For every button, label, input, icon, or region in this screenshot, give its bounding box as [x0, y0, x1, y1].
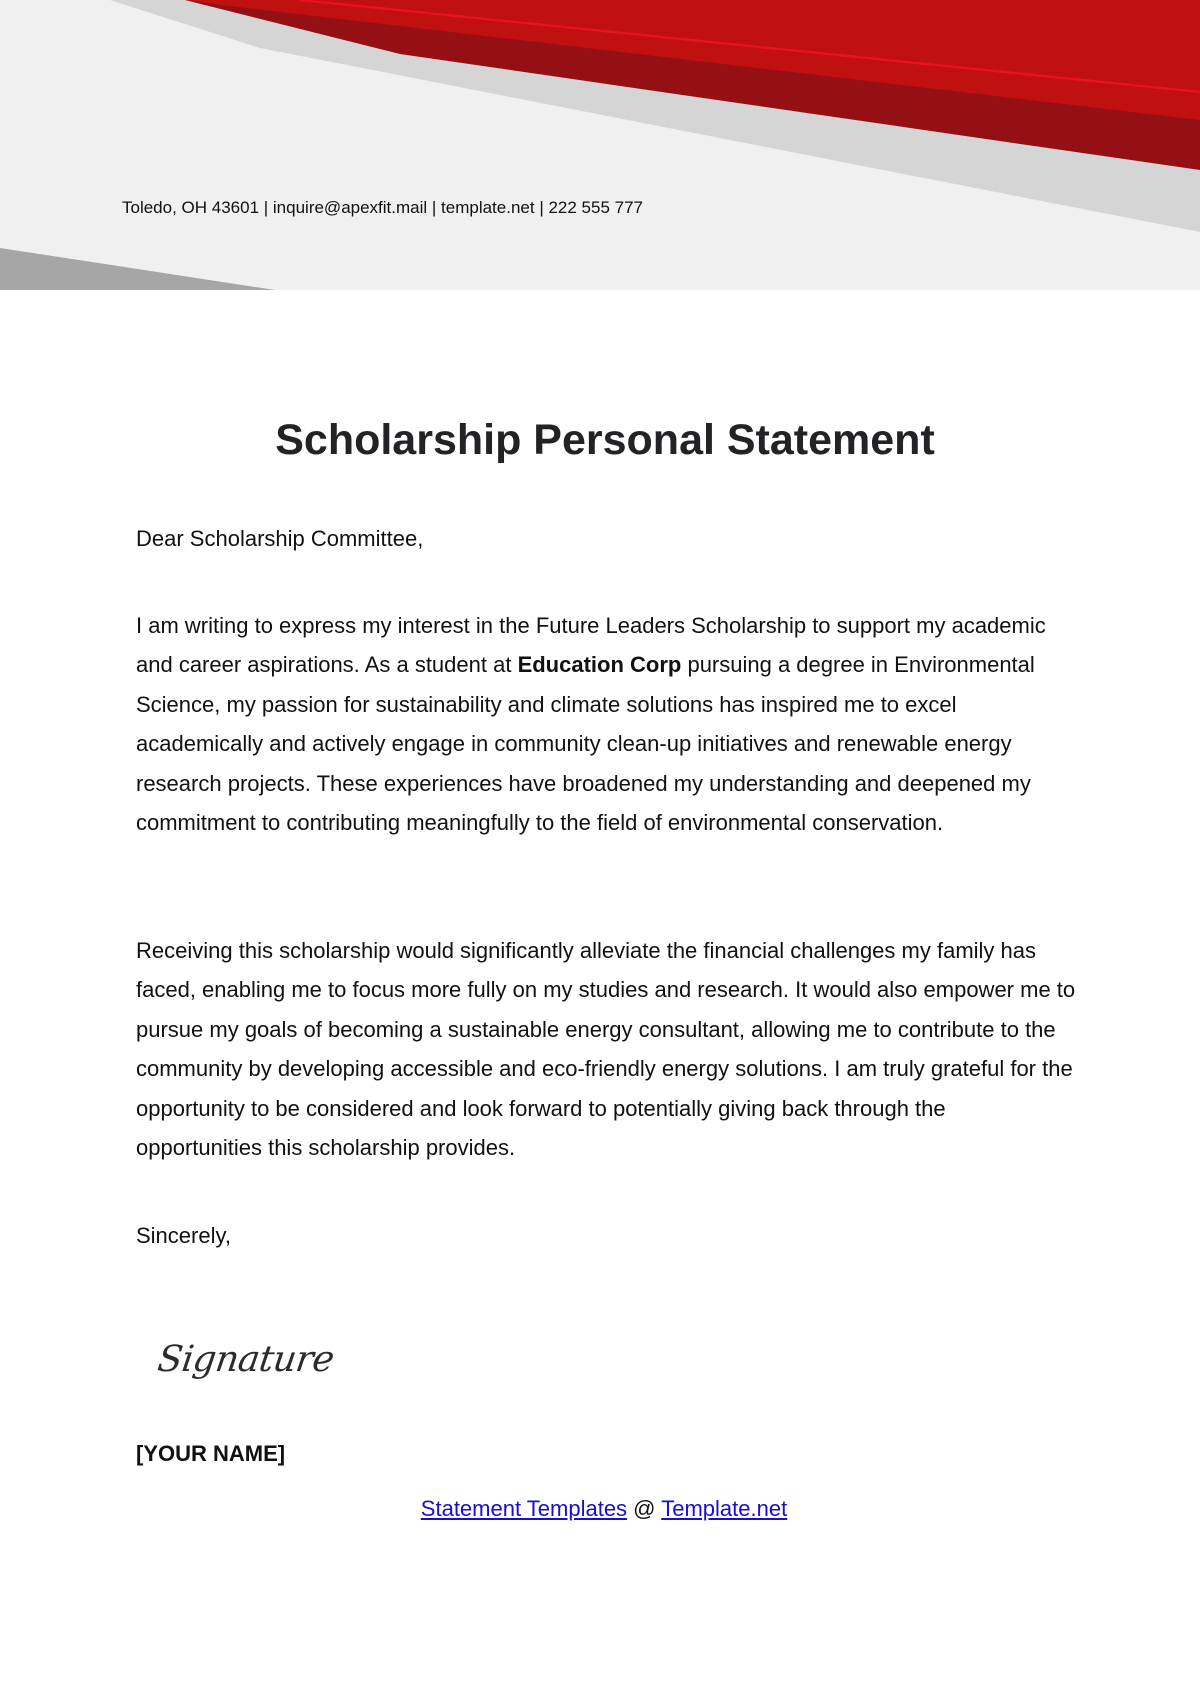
- template-net-link[interactable]: Template.net: [661, 1496, 788, 1521]
- signature: Signature: [155, 1339, 337, 1380]
- page-title: Scholarship Personal Statement: [275, 416, 935, 464]
- footer-separator: @: [627, 1496, 662, 1521]
- paragraph-interest-part2: pursuing a degree in Environmental Science, my passion for sustainability and climate solutions has inspired me to excel academically and actively engage in community clean-up initiatives and renewable energy research projects. These experiences have broadened my understanding and deepened my commitment to contributing meaningfully to the field of environmental conservation.: [136, 652, 1035, 836]
- institution-name: Education Corp: [517, 652, 682, 678]
- your-name: [YOUR NAME]: [136, 1441, 286, 1466]
- greeting: Dear Scholarship Committee,: [136, 526, 424, 551]
- closing: Sincerely,: [136, 1223, 231, 1248]
- contact-line: Toledo, OH 43601 | inquire@apexfit.mail | template.net | 222 555 777: [122, 198, 643, 217]
- header-banner: [0, 0, 1200, 290]
- paragraph-interest-part1: I am writing to express my interest in the Future Leaders Scholarship to support my academic and career aspirations. As a student at: [136, 613, 1046, 678]
- statement-templates-link[interactable]: Statement Templates: [420, 1496, 628, 1521]
- paragraph-interest: [136, 606, 1076, 842]
- header-graphic: [0, 0, 1200, 290]
- paragraph-impact: Receiving this scholarship would significantly alleviate the financial challenges my family has faced, enabling me to focus more fully on my studies and research. It would also empower me to pursue my goals of becoming a sustainable energy consultant, allowing me to contribute to the community by developing accessible and eco-friendly energy solutions. I am truly grateful for the opportunity to be considered and look forward to potentially giving back through the opportunities this scholarship provides.: [136, 938, 1076, 1161]
- footer-links: [0, 1496, 1200, 1522]
